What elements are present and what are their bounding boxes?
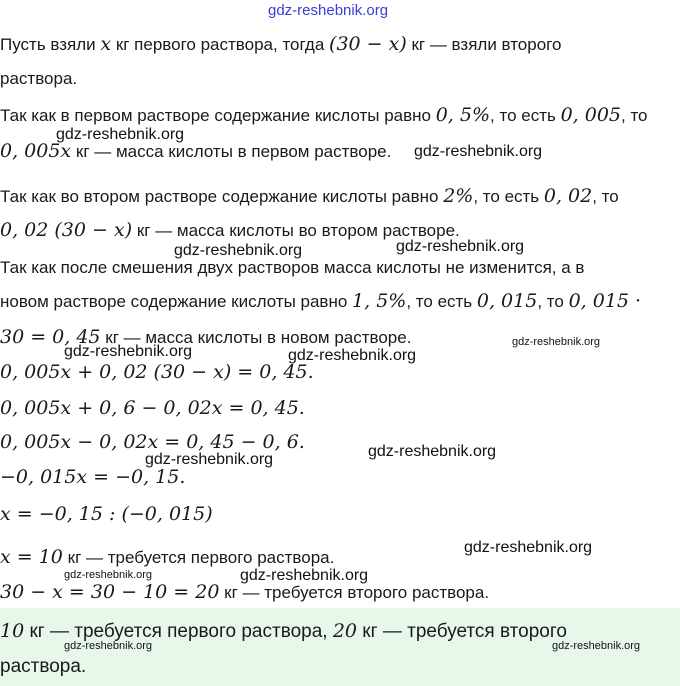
text: кг — требуется первого раствора. [62,548,335,567]
text: кг — требуется второго [357,621,567,642]
text: Так как во втором растворе содержание кислоты равно [0,187,444,206]
math: x = 10 [0,546,63,568]
math: 30 = 0, 45 [0,326,101,348]
equation-2: 0, 005x + 0, 6 − 0, 02x = 0, 45. [0,397,305,419]
math: 0, 015 · [568,290,642,312]
math: 0, 02 [543,185,593,207]
text-line-8 [0,290,641,313]
math: (30 − x) [329,33,407,55]
math: 0, 015 [476,290,538,312]
watermark: gdz-reshebnik.org [64,569,153,581]
math: 0, 02 (30 − x) [0,219,133,241]
watermark: gdz-reshebnik.org [64,640,153,652]
watermark: gdz-reshebnik.org [414,143,543,160]
math: 0, 5% [435,104,491,126]
text: , то есть [473,187,544,206]
watermark: gdz-reshebnik.org [396,238,525,255]
equation-5: x = −0, 15 : (−0, 015) [0,503,213,525]
text-line-6 [0,219,460,242]
text-line-7: Так как после смешения двух растворов масса кислоты не изменится, а в [0,258,585,277]
text: кг — масса кислоты во втором растворе. [132,221,460,240]
math: 10 [0,620,25,642]
text: , то [537,292,569,311]
text-line-1 [0,33,561,56]
text: , то есть [490,106,561,125]
watermark: gdz-reshebnik.org [512,336,601,348]
watermark: gdz-reshebnik.org [145,451,274,468]
text: кг — масса кислоты в новом растворе. [100,328,412,347]
text: , то есть [406,292,477,311]
math: 1, 5% [352,290,407,312]
math: 20 [332,620,358,642]
text-line-3 [0,104,648,127]
text: кг первого раствора, тогда [111,35,330,54]
watermark: gdz-reshebnik.org [368,443,497,460]
watermark: gdz-reshebnik.org [552,640,641,652]
equation-4: −0, 015x = −0, 15. [0,466,186,488]
watermark: gdz-reshebnik.org [240,567,369,584]
watermark-top: gdz-reshebnik.org [268,2,389,19]
text: кг — требуется второго раствора. [219,583,490,602]
text: , то [592,187,619,206]
math: x [100,33,112,55]
math: 0, 005 [560,104,622,126]
watermark: gdz-reshebnik.org [288,347,417,364]
watermark: gdz-reshebnik.org [464,539,593,556]
text: кг — требуется первого раствора, [24,621,333,642]
text: кг — взяли второго [406,35,562,54]
equation-1: 0, 005x + 0, 02 (30 − x) = 0, 45. [0,361,314,383]
text: Пусть взяли [0,35,101,54]
text: , то [621,106,648,125]
text-line-5 [0,185,619,208]
text: Так как в первом растворе содержание кислоты равно [0,106,436,125]
answer-line-2: раствора. [0,656,87,677]
watermark: gdz-reshebnik.org [64,343,193,360]
equation-3: 0, 005x − 0, 02x = 0, 45 − 0, 6. [0,431,305,453]
math: 0, 005x [0,140,72,162]
text: кг — масса кислоты в первом растворе. [71,142,392,161]
text-line-2: раствора. [0,69,78,88]
text: новом растворе содержание кислоты равно [0,292,353,311]
text-line-9 [0,326,411,349]
watermark: gdz-reshebnik.org [56,126,185,143]
watermark: gdz-reshebnik.org [174,242,303,259]
math: 30 − x = 30 − 10 = 20 [0,581,220,603]
math: 2% [443,185,474,207]
text-line-10 [0,546,334,569]
